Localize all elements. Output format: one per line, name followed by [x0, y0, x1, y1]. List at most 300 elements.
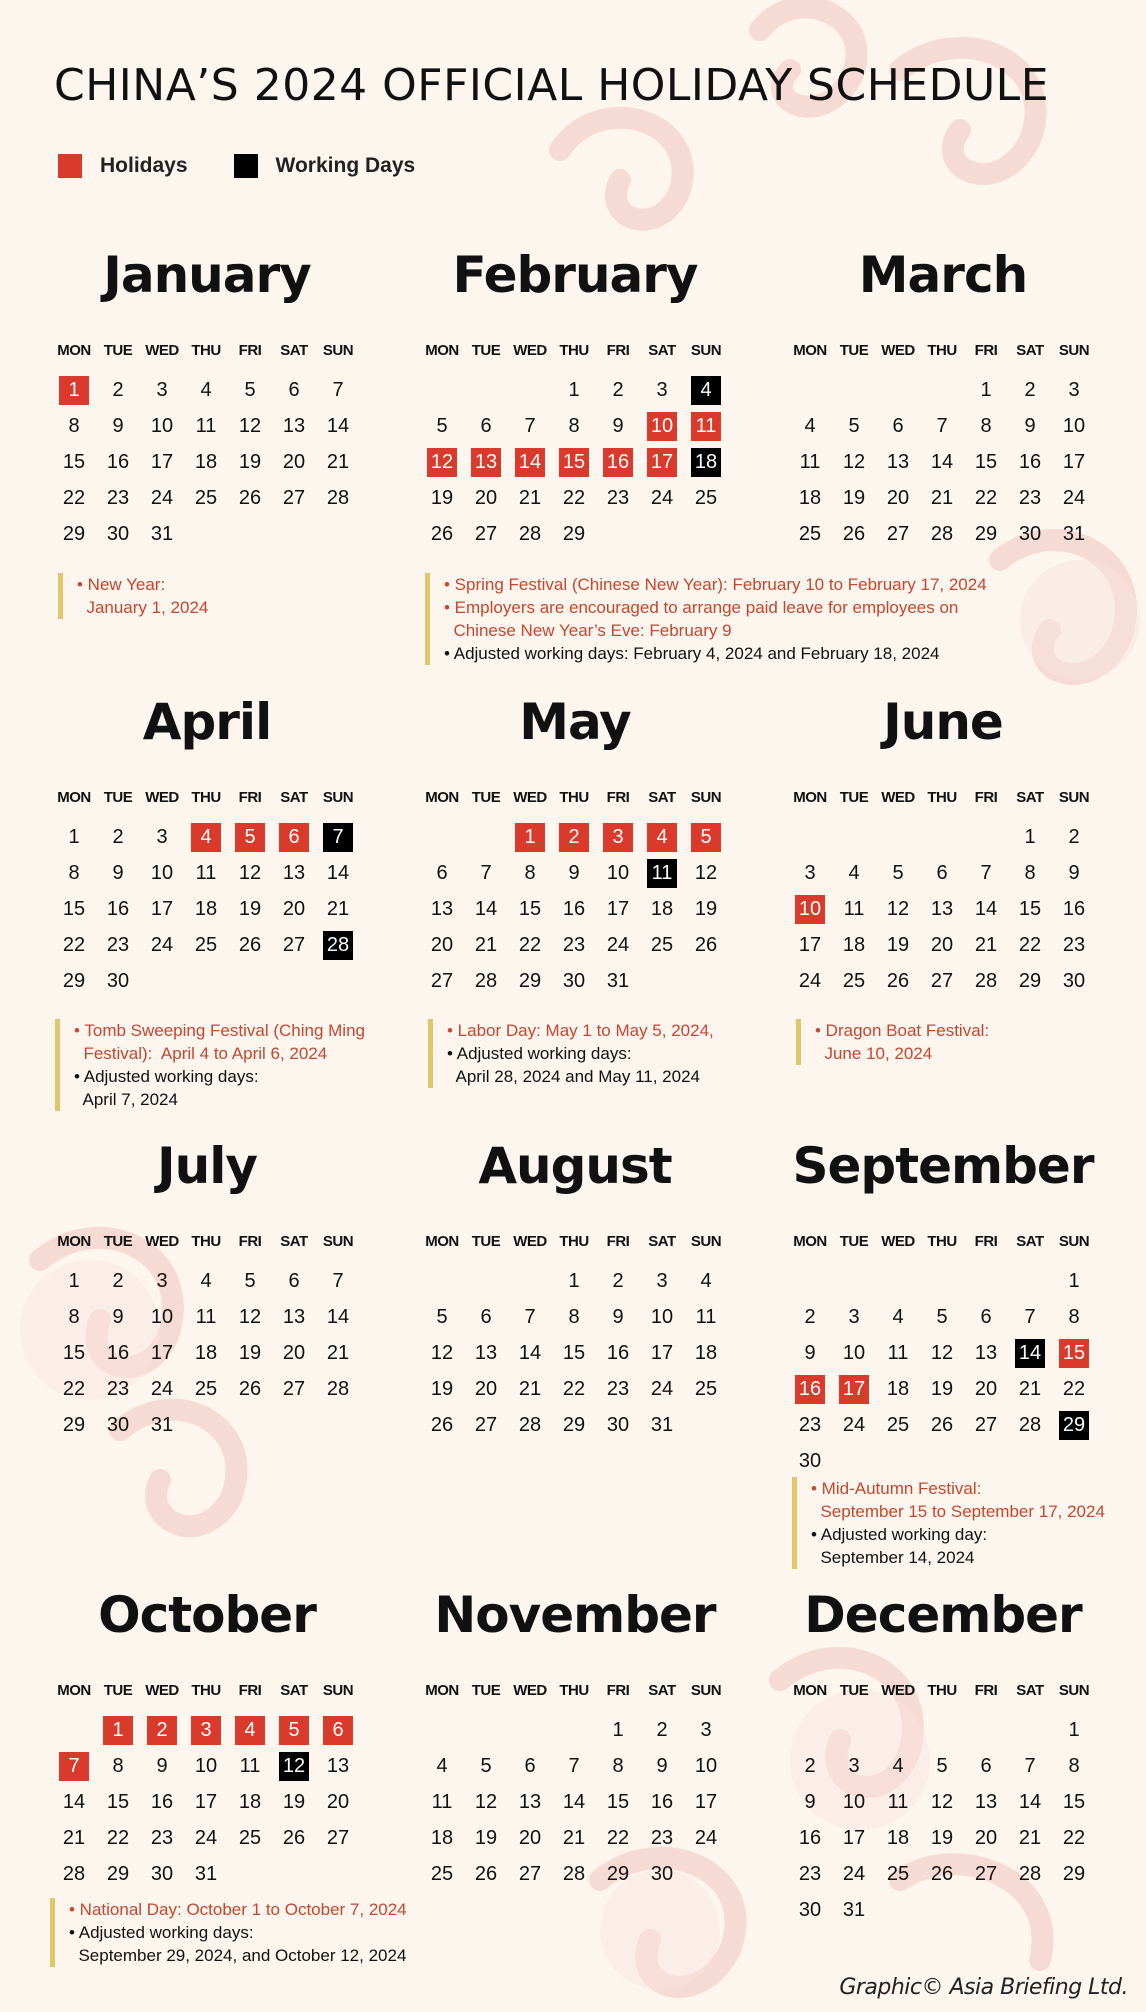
note-line: September 29, 2024, and October 12, 2024 [69, 1946, 407, 1965]
day-cell [184, 1748, 228, 1784]
holiday-day-cell [596, 819, 640, 855]
day-number: 16 [562, 897, 586, 920]
day-number: 28 [323, 931, 353, 960]
day-cell [964, 927, 1008, 963]
day-number: 17 [150, 1341, 174, 1364]
day-number: 6 [480, 414, 492, 437]
day-cell [1052, 855, 1096, 891]
day-number: 14 [1015, 1339, 1045, 1368]
day-number: 12 [842, 450, 866, 473]
month-grid [788, 783, 1098, 999]
weekday-header: MON [57, 1233, 91, 1250]
day-cell [464, 1335, 508, 1371]
day-number: 9 [568, 861, 580, 884]
day-number: 22 [606, 1826, 630, 1849]
day-cell [1008, 891, 1052, 927]
day-number: 30 [650, 1862, 674, 1885]
day-cell [96, 1748, 140, 1784]
day-cell [464, 516, 508, 552]
day-number: 2 [112, 825, 124, 848]
day-cell [228, 372, 272, 408]
day-number: 19 [238, 1341, 262, 1364]
weekday-header: THU [559, 342, 589, 359]
day-cell [832, 1856, 876, 1892]
day-number: 23 [798, 1862, 822, 1885]
holiday-day-cell [832, 1371, 876, 1407]
day-cell [552, 408, 596, 444]
day-cell [1052, 819, 1096, 855]
day-cell [788, 855, 832, 891]
month-april [52, 687, 362, 999]
day-number: 5 [480, 1754, 492, 1777]
day-number: 7 [524, 1305, 536, 1328]
day-cell [832, 963, 876, 999]
day-cell [184, 1784, 228, 1820]
day-cell [508, 1299, 552, 1335]
day-number: 4 [892, 1754, 904, 1777]
day-cell [640, 1407, 684, 1443]
day-number: 24 [150, 1377, 174, 1400]
day-cell [920, 480, 964, 516]
day-cell [420, 1748, 464, 1784]
note-may [428, 1019, 714, 1088]
day-cell [96, 1856, 140, 1892]
day-number: 27 [974, 1413, 998, 1436]
day-number: 20 [974, 1377, 998, 1400]
day-number: 26 [886, 969, 910, 992]
day-cell [552, 963, 596, 999]
day-cell [52, 819, 96, 855]
day-number: 10 [150, 861, 174, 884]
weekday-header: SAT [280, 1233, 308, 1250]
day-number: 26 [282, 1826, 306, 1849]
day-number: 24 [650, 1377, 674, 1400]
day-number: 23 [606, 486, 630, 509]
day-cell [684, 1263, 728, 1299]
day-number: 9 [112, 414, 124, 437]
day-cell [228, 1299, 272, 1335]
holiday-day-cell [508, 819, 552, 855]
weekday-header: SUN [1058, 342, 1090, 359]
day-cell [140, 1748, 184, 1784]
day-cell [464, 1748, 508, 1784]
day-cell [464, 1299, 508, 1335]
day-cell [420, 891, 464, 927]
day-cell [96, 408, 140, 444]
day-cell [788, 408, 832, 444]
day-number: 7 [524, 414, 536, 437]
day-cell [920, 1371, 964, 1407]
day-number: 4 [848, 861, 860, 884]
weekday-header: MON [425, 342, 459, 359]
weekday-header: FRI [606, 342, 630, 359]
day-cell [228, 408, 272, 444]
note-line: • Labor Day: May 1 to May 5, 2024, [447, 1021, 714, 1040]
day-cell [876, 444, 920, 480]
weekday-header: THU [927, 789, 957, 806]
day-number: 18 [842, 933, 866, 956]
note-line: June 10, 2024 [815, 1044, 933, 1063]
day-cell [596, 1299, 640, 1335]
day-cell [964, 516, 1008, 552]
weekday-header: THU [559, 1682, 589, 1699]
day-cell [964, 1748, 1008, 1784]
weekday-header: TUE [471, 1233, 501, 1250]
day-number: 23 [650, 1826, 674, 1849]
day-number: 21 [518, 486, 542, 509]
day-cell [1052, 1371, 1096, 1407]
day-number: 17 [606, 897, 630, 920]
day-cell [52, 444, 96, 480]
day-cell [832, 1748, 876, 1784]
day-cell [420, 1371, 464, 1407]
day-number: 2 [112, 1269, 124, 1292]
weekday-header: MON [793, 1233, 827, 1250]
day-number: 30 [798, 1449, 822, 1472]
day-number: 19 [842, 486, 866, 509]
day-cell [964, 1407, 1008, 1443]
day-cell [964, 1784, 1008, 1820]
weekday-header: THU [927, 342, 957, 359]
weekday-header: FRI [974, 342, 998, 359]
day-cell [640, 891, 684, 927]
holiday-day-cell [52, 1748, 96, 1784]
day-cell [552, 372, 596, 408]
holiday-day-cell [272, 819, 316, 855]
day-cell [788, 1335, 832, 1371]
day-cell [964, 891, 1008, 927]
weekday-header: FRI [974, 1233, 998, 1250]
day-number: 31 [150, 1413, 174, 1436]
day-cell [1008, 1784, 1052, 1820]
day-number: 15 [606, 1790, 630, 1813]
note-line: April 7, 2024 [74, 1090, 178, 1109]
day-cell [920, 516, 964, 552]
day-number: 4 [200, 378, 212, 401]
day-number: 11 [691, 412, 721, 441]
day-number: 6 [980, 1754, 992, 1777]
day-cell [316, 1335, 360, 1371]
day-number: 14 [930, 450, 954, 473]
day-number: 30 [1018, 522, 1042, 545]
holiday-day-cell [684, 819, 728, 855]
day-number: 27 [474, 1413, 498, 1436]
day-cell [596, 891, 640, 927]
day-number: 7 [332, 1269, 344, 1292]
day-cell [876, 1299, 920, 1335]
day-number: 24 [606, 933, 630, 956]
day-number: 8 [1068, 1754, 1080, 1777]
day-cell [832, 1299, 876, 1335]
day-number: 3 [656, 1269, 668, 1292]
holiday-day-cell [420, 444, 464, 480]
day-number: 15 [518, 897, 542, 920]
day-number: 11 [195, 1305, 217, 1328]
day-cell [964, 963, 1008, 999]
day-number: 5 [691, 823, 721, 852]
day-number: 13 [326, 1754, 350, 1777]
day-number: 11 [887, 1790, 909, 1813]
empty-cell [464, 1263, 508, 1299]
day-cell [96, 1784, 140, 1820]
day-cell [508, 480, 552, 516]
day-cell [1052, 1748, 1096, 1784]
empty-cell [464, 819, 508, 855]
day-cell [964, 1856, 1008, 1892]
day-number: 2 [147, 1716, 177, 1745]
month-march [788, 240, 1098, 552]
day-cell [920, 1820, 964, 1856]
day-cell [596, 855, 640, 891]
empty-cell [788, 372, 832, 408]
day-number: 12 [279, 1752, 309, 1781]
weekday-header: SUN [1058, 789, 1090, 806]
day-cell [876, 516, 920, 552]
day-number: 7 [480, 861, 492, 884]
day-number: 22 [62, 486, 86, 509]
empty-cell [876, 1712, 920, 1748]
day-number: 25 [238, 1826, 262, 1849]
weekday-header: SUN [1058, 1682, 1090, 1699]
empty-cell [788, 1263, 832, 1299]
day-number: 21 [518, 1377, 542, 1400]
day-cell [96, 1371, 140, 1407]
weekday-header: TUE [103, 1233, 133, 1250]
day-number: 25 [194, 486, 218, 509]
day-number: 16 [106, 450, 130, 473]
day-number: 21 [1018, 1377, 1042, 1400]
day-cell [640, 1784, 684, 1820]
empty-cell [964, 1712, 1008, 1748]
day-cell [420, 927, 464, 963]
weekday-header: TUE [839, 1233, 869, 1250]
weekday-header: TUE [471, 789, 501, 806]
day-number: 22 [1062, 1377, 1086, 1400]
weekday-header: WED [513, 342, 547, 359]
weekday-header: FRI [974, 789, 998, 806]
day-number: 9 [656, 1754, 668, 1777]
day-number: 10 [795, 895, 825, 924]
day-number: 16 [795, 1375, 825, 1404]
day-cell [96, 1299, 140, 1335]
note-line: • Employers are encouraged to arrange paid leave for employees on [444, 598, 959, 617]
day-number: 6 [980, 1305, 992, 1328]
legend-item-working-days [234, 154, 416, 178]
day-number: 19 [238, 897, 262, 920]
day-number: 8 [568, 1305, 580, 1328]
day-number: 26 [842, 522, 866, 545]
day-cell [140, 819, 184, 855]
weekday-header: MON [57, 342, 91, 359]
day-number: 14 [518, 1341, 542, 1364]
note-line: • Adjusted working day: [811, 1525, 988, 1544]
month-grid [788, 336, 1098, 552]
day-number: 27 [430, 969, 454, 992]
weekday-header: MON [793, 342, 827, 359]
day-number: 20 [326, 1790, 350, 1813]
day-cell [272, 1371, 316, 1407]
day-cell [272, 444, 316, 480]
empty-cell [420, 819, 464, 855]
day-cell [184, 1335, 228, 1371]
day-cell [52, 963, 96, 999]
day-cell [272, 1335, 316, 1371]
day-cell [508, 963, 552, 999]
month-grid [788, 1676, 1098, 1928]
month-name: July [157, 1137, 257, 1195]
day-number: 13 [886, 450, 910, 473]
note-line: • Adjusted working days: [74, 1067, 259, 1086]
day-number: 20 [282, 1341, 306, 1364]
day-number: 13 [282, 861, 306, 884]
day-cell [876, 408, 920, 444]
day-cell [508, 855, 552, 891]
day-number: 25 [194, 933, 218, 956]
working-day-cell [1052, 1407, 1096, 1443]
day-cell [640, 1371, 684, 1407]
day-cell [140, 891, 184, 927]
day-number: 20 [930, 933, 954, 956]
day-cell [316, 1748, 360, 1784]
day-number: 24 [842, 1862, 866, 1885]
day-number: 12 [430, 1341, 454, 1364]
day-number: 31 [194, 1862, 218, 1885]
weekday-header: FRI [238, 1682, 262, 1699]
holiday-day-cell [228, 1712, 272, 1748]
day-number: 28 [974, 969, 998, 992]
day-cell [52, 1856, 96, 1892]
day-cell [464, 480, 508, 516]
month-name: October [98, 1586, 316, 1644]
day-cell [184, 372, 228, 408]
day-cell [1008, 1371, 1052, 1407]
day-number: 1 [103, 1716, 133, 1745]
day-number: 8 [612, 1754, 624, 1777]
day-number: 11 [195, 861, 217, 884]
day-cell [316, 1371, 360, 1407]
day-cell [140, 855, 184, 891]
day-cell [964, 408, 1008, 444]
day-number: 9 [156, 1754, 168, 1777]
note-october [50, 1898, 407, 1967]
day-cell [876, 1748, 920, 1784]
day-cell [508, 1820, 552, 1856]
day-cell [964, 1820, 1008, 1856]
holiday-day-cell [596, 444, 640, 480]
day-number: 30 [106, 1413, 130, 1436]
day-number: 10 [694, 1754, 718, 1777]
holiday-day-cell [1052, 1335, 1096, 1371]
empty-cell [420, 1712, 464, 1748]
day-number: 15 [559, 448, 589, 477]
day-number: 17 [150, 897, 174, 920]
note-line: • National Day: October 1 to October 7, 2024 [69, 1900, 407, 1919]
day-cell [596, 480, 640, 516]
day-number: 24 [798, 969, 822, 992]
day-cell [684, 1335, 728, 1371]
day-cell [1052, 1784, 1096, 1820]
day-number: 28 [930, 522, 954, 545]
weekday-header: WED [145, 1233, 179, 1250]
day-number: 11 [799, 450, 821, 473]
day-number: 14 [474, 897, 498, 920]
day-cell [596, 1784, 640, 1820]
empty-cell [1008, 1263, 1052, 1299]
day-number: 29 [974, 522, 998, 545]
day-cell [508, 516, 552, 552]
month-grid [420, 1227, 730, 1443]
weekday-header: WED [145, 789, 179, 806]
day-cell [228, 1784, 272, 1820]
day-number: 15 [1062, 1790, 1086, 1813]
day-number: 1 [68, 1269, 80, 1292]
day-cell [508, 927, 552, 963]
day-cell [228, 444, 272, 480]
day-cell [596, 1856, 640, 1892]
day-cell [316, 372, 360, 408]
day-number: 11 [195, 414, 217, 437]
day-number: 10 [650, 1305, 674, 1328]
day-cell [788, 963, 832, 999]
day-cell [184, 1299, 228, 1335]
month-name: February [452, 246, 698, 304]
weekday-header: SAT [1016, 789, 1044, 806]
day-cell [184, 927, 228, 963]
weekday-header: TUE [471, 1682, 501, 1699]
day-number: 27 [474, 522, 498, 545]
day-number: 15 [62, 897, 86, 920]
day-number: 19 [282, 1790, 306, 1813]
day-number: 10 [194, 1754, 218, 1777]
day-number: 26 [430, 522, 454, 545]
weekday-header: FRI [606, 1682, 630, 1699]
day-cell [684, 855, 728, 891]
working-day-cell [1008, 1335, 1052, 1371]
day-number: 26 [930, 1862, 954, 1885]
weekday-header: FRI [238, 342, 262, 359]
empty-cell [964, 819, 1008, 855]
day-number: 14 [326, 414, 350, 437]
day-cell [1008, 1748, 1052, 1784]
day-cell [140, 1263, 184, 1299]
day-cell [552, 1299, 596, 1335]
day-number: 28 [326, 1377, 350, 1400]
weekday-header: THU [191, 789, 221, 806]
day-number: 10 [606, 861, 630, 884]
day-number: 25 [194, 1377, 218, 1400]
day-cell [964, 1335, 1008, 1371]
day-cell [52, 1263, 96, 1299]
day-cell [96, 1407, 140, 1443]
weekday-header: SUN [690, 1682, 722, 1699]
day-number: 19 [474, 1826, 498, 1849]
day-number: 9 [612, 1305, 624, 1328]
note-line: • Dragon Boat Festival: [815, 1021, 990, 1040]
day-number: 14 [515, 448, 545, 477]
day-number: 23 [606, 1377, 630, 1400]
day-number: 3 [156, 378, 168, 401]
day-cell [96, 1335, 140, 1371]
day-number: 26 [474, 1862, 498, 1885]
holiday-day-cell [640, 444, 684, 480]
day-number: 27 [518, 1862, 542, 1885]
month-name: December [804, 1586, 1082, 1644]
month-november [420, 1580, 730, 1892]
day-number: 15 [62, 450, 86, 473]
weekday-header: SAT [648, 1233, 676, 1250]
day-cell [920, 927, 964, 963]
weekday-header: MON [425, 789, 459, 806]
